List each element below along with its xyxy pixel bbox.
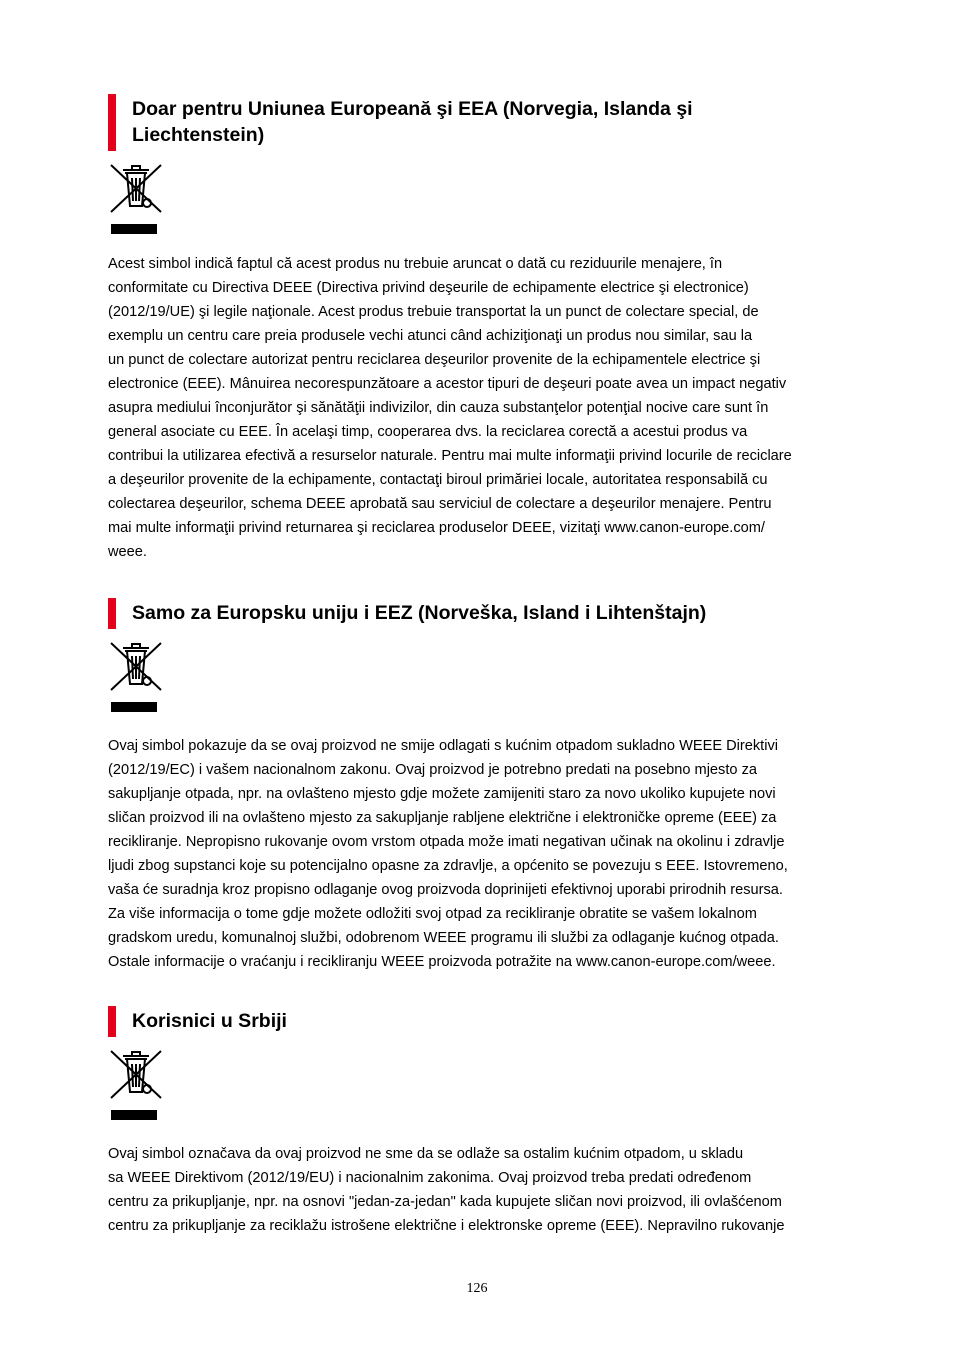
text-line: a deşeurilor provenite de la echipamente, contactaţi biroul primăriei locale, autoritatea responsabilă cu [108,472,768,488]
text-line: colectarea deşeurilor, schema DEEE aprobată sau serviciul de colectare a deşeurilor menajere. Pentru [108,496,772,512]
text-line: Ovaj simbol označava da ovaj proizvod ne sme da se odlaže sa ostalim kućnim otpadom, u skladu [108,1146,744,1162]
text-line: sa WEEE Direktivom (2012/19/EU) i nacionalnim zakonima. Ovaj proizvod treba predati određenom [108,1170,752,1186]
text-line: Ovaj simbol pokazuje da se ovaj proizvod ne smije odlagati s kućnim otpadom sukladno WEEE Direktivi [108,738,779,754]
text-line: general asociate cu EEE. În acelaşi timp, cooperarea dvs. la reciclarea corectă a acestui produs va [108,424,748,440]
text-line: centru za prikupljanje, npr. na osnovi "jedan-za-jedan" kada kupujete sličan novi proizvod, ili ovlašćenom [108,1194,782,1210]
text-line: contribui la utilizarea efectivă a resurselor naturale. Pentru mai multe informaţii privind locurile de reciclare [108,448,792,464]
body-paragraph [108,1142,863,1238]
page-number: 126 [466,1281,488,1296]
text-line: (2012/19/UE) şi legile naţionale. Acest produs trebuie transportat la un punct de colectare special, de [108,304,759,320]
text-line: mai multe informaţii privind returnarea şi reciclarea produselor DEEE, vizitaţi www.canon-europe.com/ [108,520,765,536]
text-line: conformitate cu Directiva DEEE (Directiva privind deşeurile de echipamente electrice şi electronice) [108,280,749,296]
text-line: vaša će suradnja kroz propisno odlaganje ovog proizvoda doprinijeti efektivnoj uporabi prirodnih resursa. [108,882,783,898]
text-line: centru za prikupljanje za reciklažu istrošene električne i elektronske opreme (EEE). Nepravilno rukovanje [108,1218,785,1234]
weee-crossed-out-bin-icon [108,1046,164,1126]
body-paragraph [108,252,863,564]
text-line: exemplu un centru care preia produsele vechi atunci când achiziţionaţi un produs nou similar, sau la [108,328,753,344]
text-line: recikliranje. Nepropisno rukovanje ovom vrstom otpada može imati negativan učinak na okolinu i zdravlje [108,834,785,850]
text-line: gradskom uredu, komunalnoj službi, odobrenom WEEE programu ili službi za odlaganje kućnog otpada. [108,930,779,946]
text-line: sličan proizvod ili na ovlašteno mjesto za sakupljanje rabljene električne i elektroničke opreme (EEE) za [108,810,777,826]
text-line: Ostale informacije o vraćanju i recikliranju WEEE proizvoda potražite na www.canon-europe.com/weee. [108,954,776,970]
heading-accent-bar [108,1006,116,1037]
heading-accent-bar [108,94,116,151]
text-line: un punct de colectare autorizat pentru reciclarea deşeurilor provenite de la echipamentele electrice şi [108,352,761,368]
section-heading [108,1008,863,1034]
section-eu-eez-croatian [108,600,863,974]
heading-line: Doar pentru Uniunea Europeană şi EEA (Norvegia, Islanda şi [132,98,693,120]
section-serbia [108,1008,863,1238]
body-paragraph [108,734,863,974]
section-eu-eea-romanian [108,96,863,564]
heading-accent-bar [108,598,116,629]
text-line: Za više informacija o tome gdje možete odložiti svoj otpad za recikliranje obratite se vašem lokalnom [108,906,757,922]
weee-crossed-out-bin-icon [108,638,164,718]
heading-line: Liechtenstein) [132,124,265,146]
text-line: electronice (EEE). Mânuirea necorespunzătoare a acestor tipuri de deşeuri poate avea un impact negativ [108,376,787,392]
heading-line: Korisnici u Srbiji [132,1010,287,1032]
text-line: Acest simbol indică faptul că acest produs nu trebuie aruncat o dată cu reziduurile menajere, în [108,256,723,272]
text-line: sakupljanje otpada, npr. na ovlašteno mjesto gdje možete zamijeniti staro za novo ukoliko kupujete novi [108,786,776,802]
weee-crossed-out-bin-icon [108,160,164,240]
section-heading [108,96,863,148]
heading-line: Samo za Europsku uniju i EEZ (Norveška, Island i Lihtenštajn) [132,602,707,624]
section-heading [108,600,863,626]
text-line: ljudi zbog supstanci koje su potencijalno opasne za zdravlje, a općenito se povezuju s EEE. Istovremeno, [108,858,788,874]
text-line: asupra mediului înconjurător şi sănătăţii indivizilor, din cauza substanţelor potenţial nocive care sunt în [108,400,769,416]
text-line: weee. [108,544,147,560]
text-line: (2012/19/EC) i vašem nacionalnom zakonu. Ovaj proizvod je potrebno predati na posebno mjesto za [108,762,757,778]
